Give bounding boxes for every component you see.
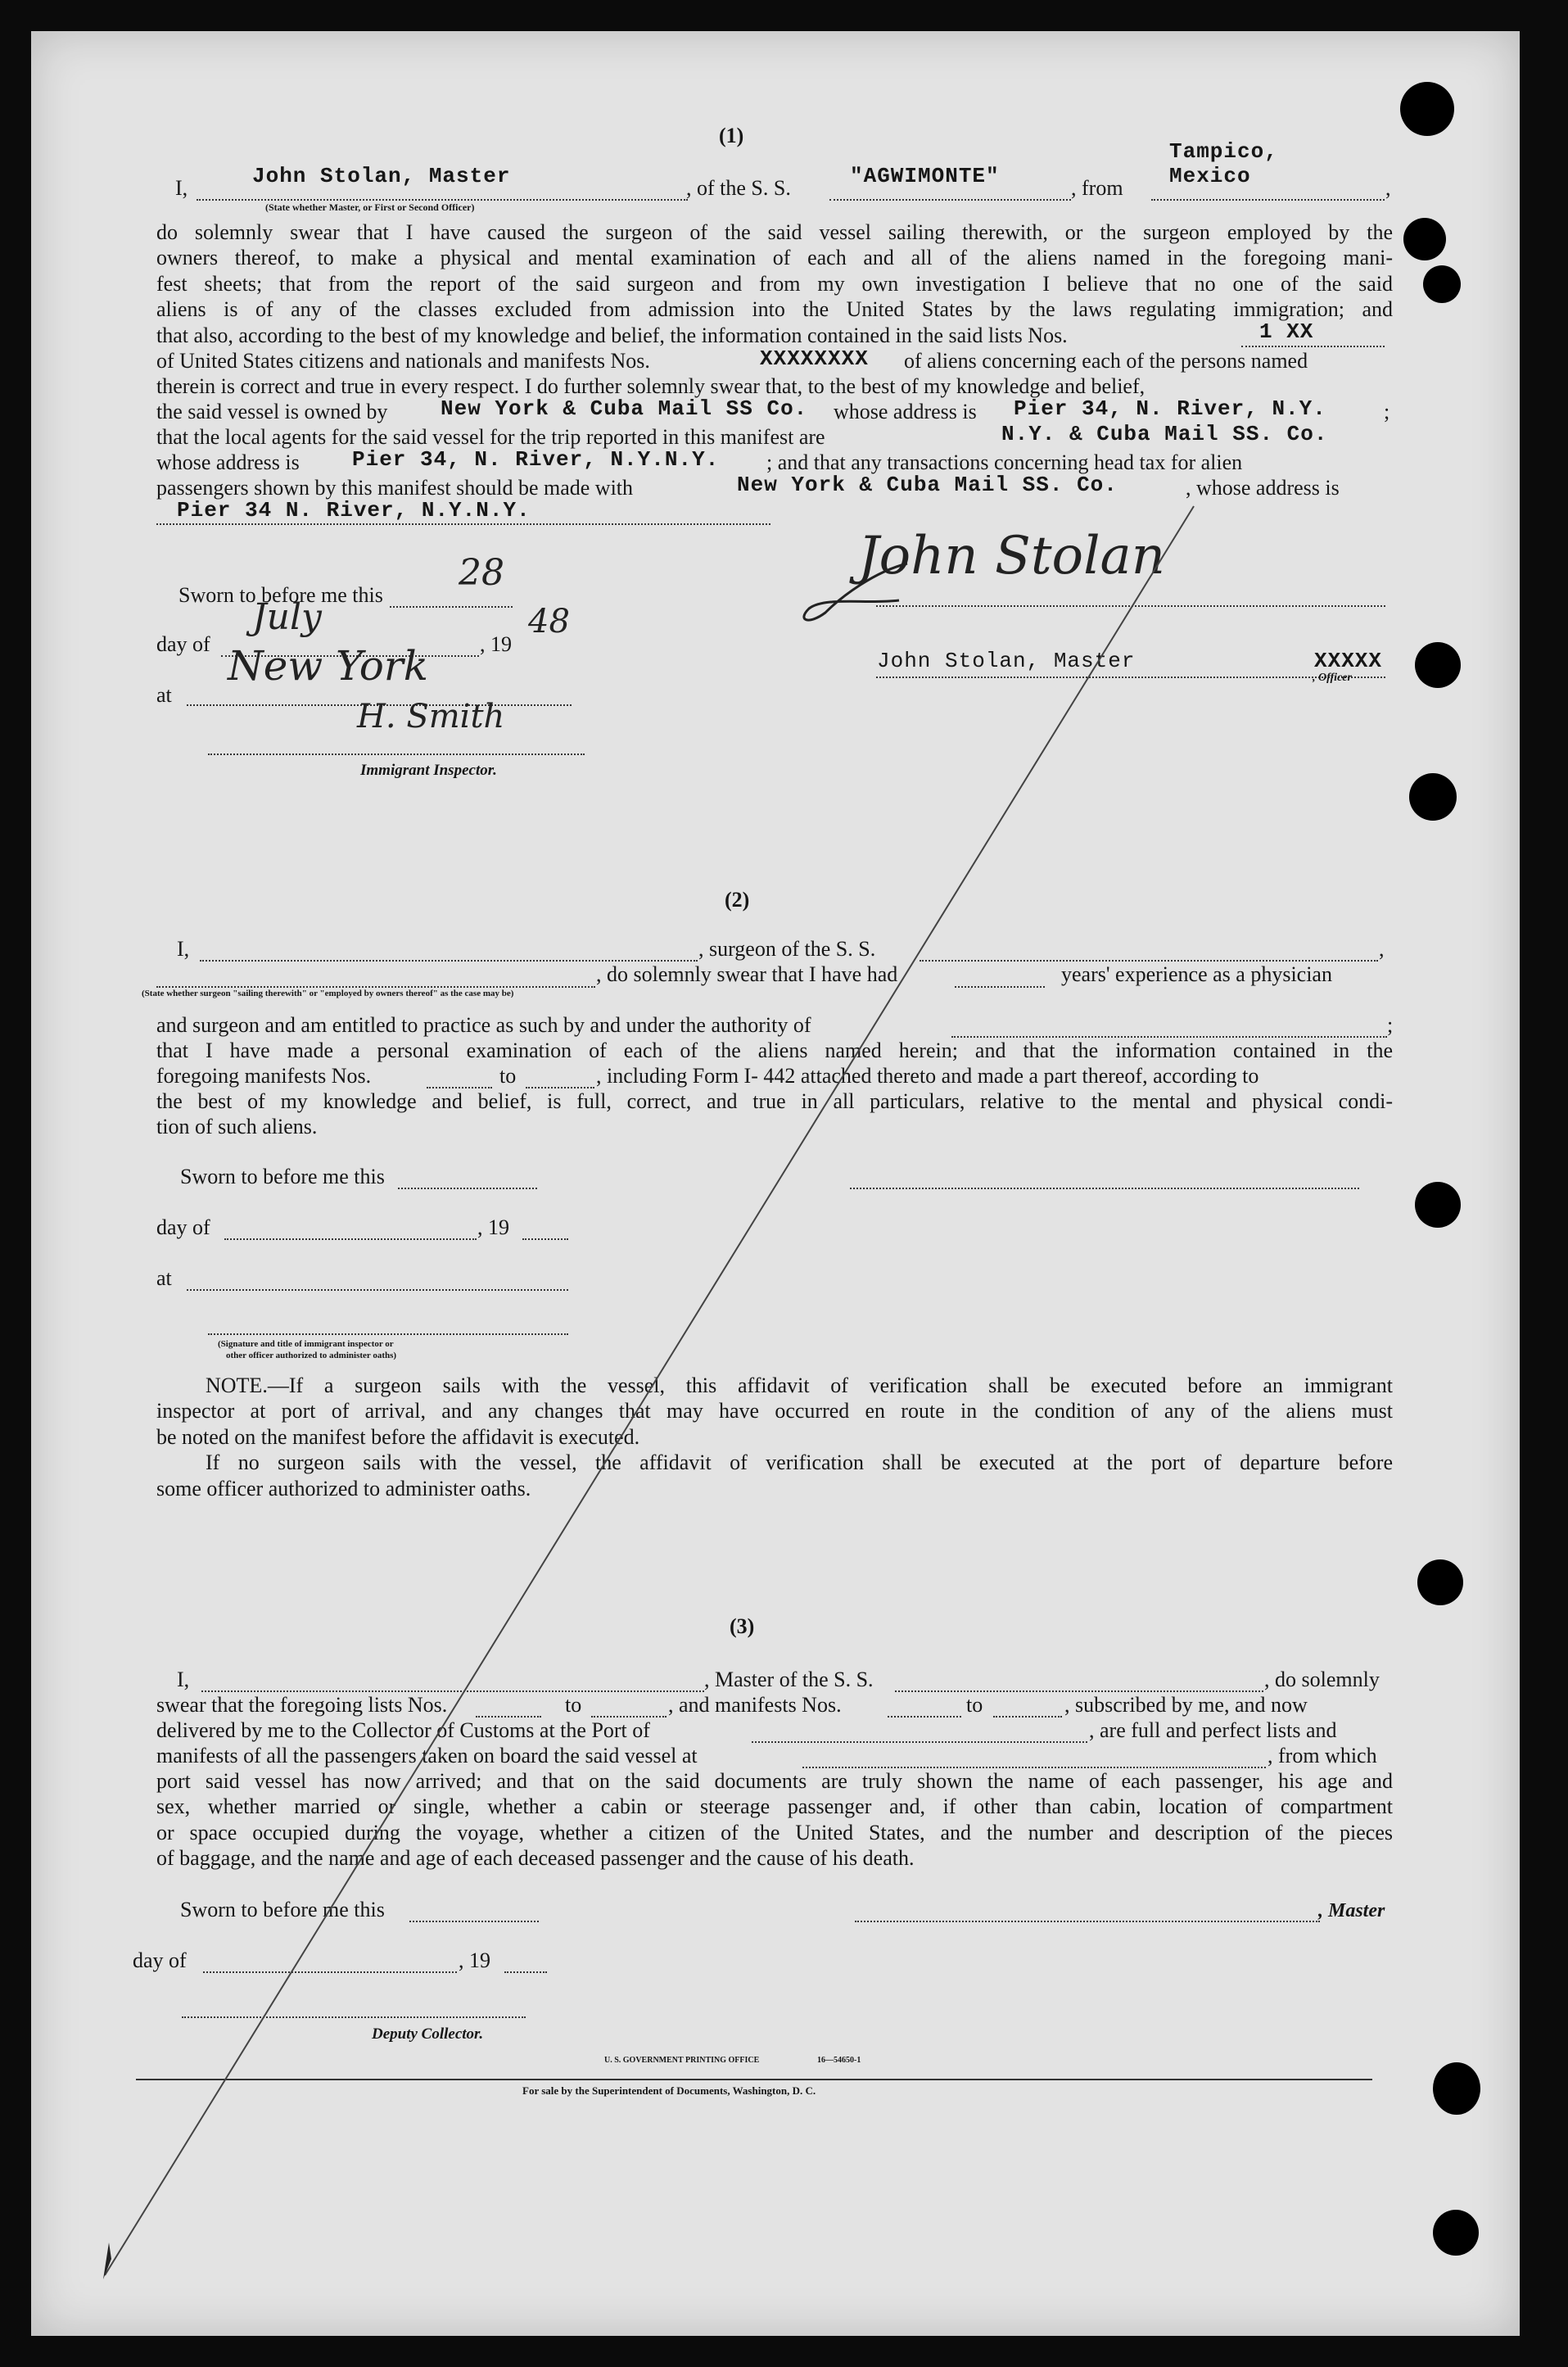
day-of-label: day of [156,1215,210,1239]
line3a: delivered by me to the Collector of Customs at the Port of [156,1718,650,1742]
cancel-diagonal-line [31,31,1520,2336]
master-signature: John Stolan [858,526,1165,586]
surgeon-line-5: the best of my knowledge and belief, is full, correct, and true in all particulars, relative to the mental and physical condi- [156,1089,1393,1113]
punch-hole [1423,265,1461,303]
surgeon-line-2: and surgeon and am entitled to practice as such by and under the authority of [156,1013,811,1037]
month-field: July [252,596,322,638]
punch-hole [1433,2062,1480,2115]
surgeon-line-4b: , including Form I- 442 attached thereto and made a part thereof, according to [596,1064,1259,1088]
year-field: 48 [528,603,570,640]
surgeon-of-label: , surgeon of the S. S. [698,937,876,961]
year-prefix: , 19 [459,1948,490,1972]
oath-line: aliens is of any of the classes excluded from admission into the United States by the laws regulating immigration; and [156,297,1393,322]
semicolon: ; [1387,1013,1394,1037]
state-note: (State whether Master, or First or Second Officer) [265,201,475,213]
oath-line-9a: that the local agents for the said vessel for the trip reported in this manifest are [156,425,825,449]
oath-line-11a: passengers shown by this manifest should be made with [156,476,634,500]
punch-hole [1417,1559,1463,1605]
I-label: I, [177,1668,190,1691]
punch-hole [1415,642,1461,688]
year-prefix: , 19 [477,1215,509,1239]
note-line: inspector at port of arrival, and any changes that may have occurred en route in the condition of any of the aliens must [156,1399,1393,1423]
from-place-line1: Tampico, [1169,139,1278,164]
surgeon-line-4a: foregoing manifests Nos. [156,1064,372,1088]
line2a: swear that the foregoing lists Nos. [156,1693,448,1717]
line4a: manifests of all the passengers taken on board the said vessel at [156,1744,698,1767]
oath-line-8b: whose address is [834,400,977,423]
to-label: to [565,1693,582,1717]
swear-label: , do solemnly swear that I have had [596,962,898,986]
owner-field: New York & Cuba Mail SS Co. [441,396,808,421]
officer-label: , Officer [1313,672,1352,684]
I-label: I, [177,937,190,961]
oath-line-7: therein is correct and true in every respect. I do further solemnly swear that, to the best of my knowledge and belief, [156,374,1145,398]
owner-address-field: Pier 34, N. River, N.Y. [1014,396,1326,421]
oath-line-11b: , whose address is [1186,476,1340,500]
punch-hole [1400,82,1454,136]
years-label: years' experience as a physician [1061,962,1332,986]
gpo-imprint: U. S. GOVERNMENT PRINTING OFFICE [604,2056,760,2065]
punch-hole [1433,2210,1479,2256]
oath-line-5: that also, according to the best of my knowledge and belief, the information contained in the said lists Nos. [156,324,1068,347]
sig-note-2: other officer authorized to administer oaths) [226,1351,397,1360]
note-line: be noted on the manifest before the affidavit is executed. [156,1424,640,1449]
inspector-title: Immigrant Inspector. [360,762,497,779]
to-label: to [966,1693,983,1717]
oath-line: fest sheets; that from the report of the said surgeon and from my own investigation I believe that no one of the said [156,271,1393,296]
semicolon: ; [1384,400,1390,423]
surgeon-line-6: tion of such aliens. [156,1115,318,1139]
officer-struck: XXXXX [1314,649,1383,673]
year-prefix: , 19 [480,632,512,656]
head-tax-party-field: New York & Cuba Mail SS. Co. [737,473,1118,497]
line2c: , subscribed by me, and now [1064,1693,1308,1717]
lists-nos-field: 1 XX [1259,319,1314,344]
sworn-label: Sworn to before me this [180,1898,385,1921]
line3b: , are full and perfect lists and [1089,1718,1337,1742]
at-label: at [156,1266,172,1290]
punch-hole [1409,773,1457,821]
punch-hole [1415,1182,1461,1228]
sworn-label: Sworn to before me this [178,583,383,607]
to-label: to [499,1064,517,1088]
day-of-label: day of [133,1948,187,1972]
agents-field: N.Y. & Cuba Mail SS. Co. [1001,422,1328,446]
line4b: , from which [1268,1744,1377,1767]
oath-line-6a: of United States citizens and nationals and manifests Nos. [156,349,650,373]
agent-address-field: Pier 34, N. River, N.Y.N.Y. [352,447,720,472]
master-label: , Master [1318,1900,1385,1921]
day-of-label: day of [156,632,210,656]
master-line: port said vessel has now arrived; and that on the said documents are truly shown the name of each passenger, his age and [156,1769,1393,1793]
note-line: NOTE.—If a surgeon sails with the vessel, this affidavit of verification shall be executed before an immigrant [206,1374,1393,1397]
sworn-day-field: 28 [459,552,504,594]
of-ss-label: , of the S. S. [686,176,791,200]
vessel-name: "AGWIMONTE" [850,164,1000,188]
surgeon-state-note: (State whether surgeon "sailing therewith" or "employed by owners thereof" as the case may be) [142,989,514,998]
section-number: (1) [719,124,744,147]
section-number: (3) [730,1614,755,1638]
master-name-field: John Stolan, Master [252,164,511,188]
sig-note-1: (Signature and title of immigrant inspector or [218,1339,394,1349]
oath-line: owners thereof, to make a physical and mental examination of each and all of the aliens named in the foregoing mani- [156,246,1393,270]
oath-line-10b: ; and that any transactions concerning head tax for alien [766,450,1243,474]
section-number: (2) [725,888,750,912]
from-place-line2: Mexico [1169,164,1251,188]
master-printed-name: John Stolan, Master [877,649,1136,673]
form-number: 16—54650-1 [817,2056,861,2065]
oath-line-8a: the said vessel is owned by [156,400,388,423]
sale-notice: For sale by the Superintendent of Documents, Washington, D. C. [522,2084,816,2097]
I-label: I, [175,176,188,200]
manifests-nos-field: XXXXXXXX [760,346,869,371]
deputy-collector-label: Deputy Collector. [372,2025,484,2043]
at-label: at [156,683,172,707]
manifest-page [31,31,1520,2336]
note2-line: If no surgeon sails with the vessel, the affidavit of verification shall be executed at the port of departure before [206,1451,1393,1475]
master-line: or space occupied during the voyage, whether a citizen of the United States, and the number and description of the pieces [156,1820,1393,1844]
sworn-label: Sworn to before me this [180,1165,385,1188]
oath-line: do solemnly swear that I have caused the surgeon of the said vessel sailing therewith, or the surgeon employed by the [156,220,1393,244]
oath-line-6b: of aliens concerning each of the persons named [904,349,1308,373]
inspector-signature: H. Smith [357,698,505,735]
note2-line: some officer authorized to administer oaths. [156,1476,531,1500]
master-of-label: , Master of the S. S. [704,1668,874,1691]
comma: , [1379,937,1385,961]
place-field: New York [228,642,428,690]
punch-hole [1403,218,1446,260]
oath-line-10a: whose address is [156,450,300,474]
from-label: , from [1071,176,1123,200]
comma: , [1385,176,1391,200]
head-tax-address-field: Pier 34 N. River, N.Y.N.Y. [177,498,531,523]
surgeon-line-3: that I have made a personal examination of each of the aliens named herein; and that the information contained in the [156,1039,1393,1062]
do-solemnly-label: , do solemnly [1264,1668,1380,1691]
master-line: sex, whether married or single, whether a cabin or steerage passenger and, if other than cabin, location of compartment [156,1794,1393,1819]
line2b: , and manifests Nos. [668,1693,842,1717]
master-line: of baggage, and the name and age of each deceased passenger and the cause of his death. [156,1846,915,1871]
